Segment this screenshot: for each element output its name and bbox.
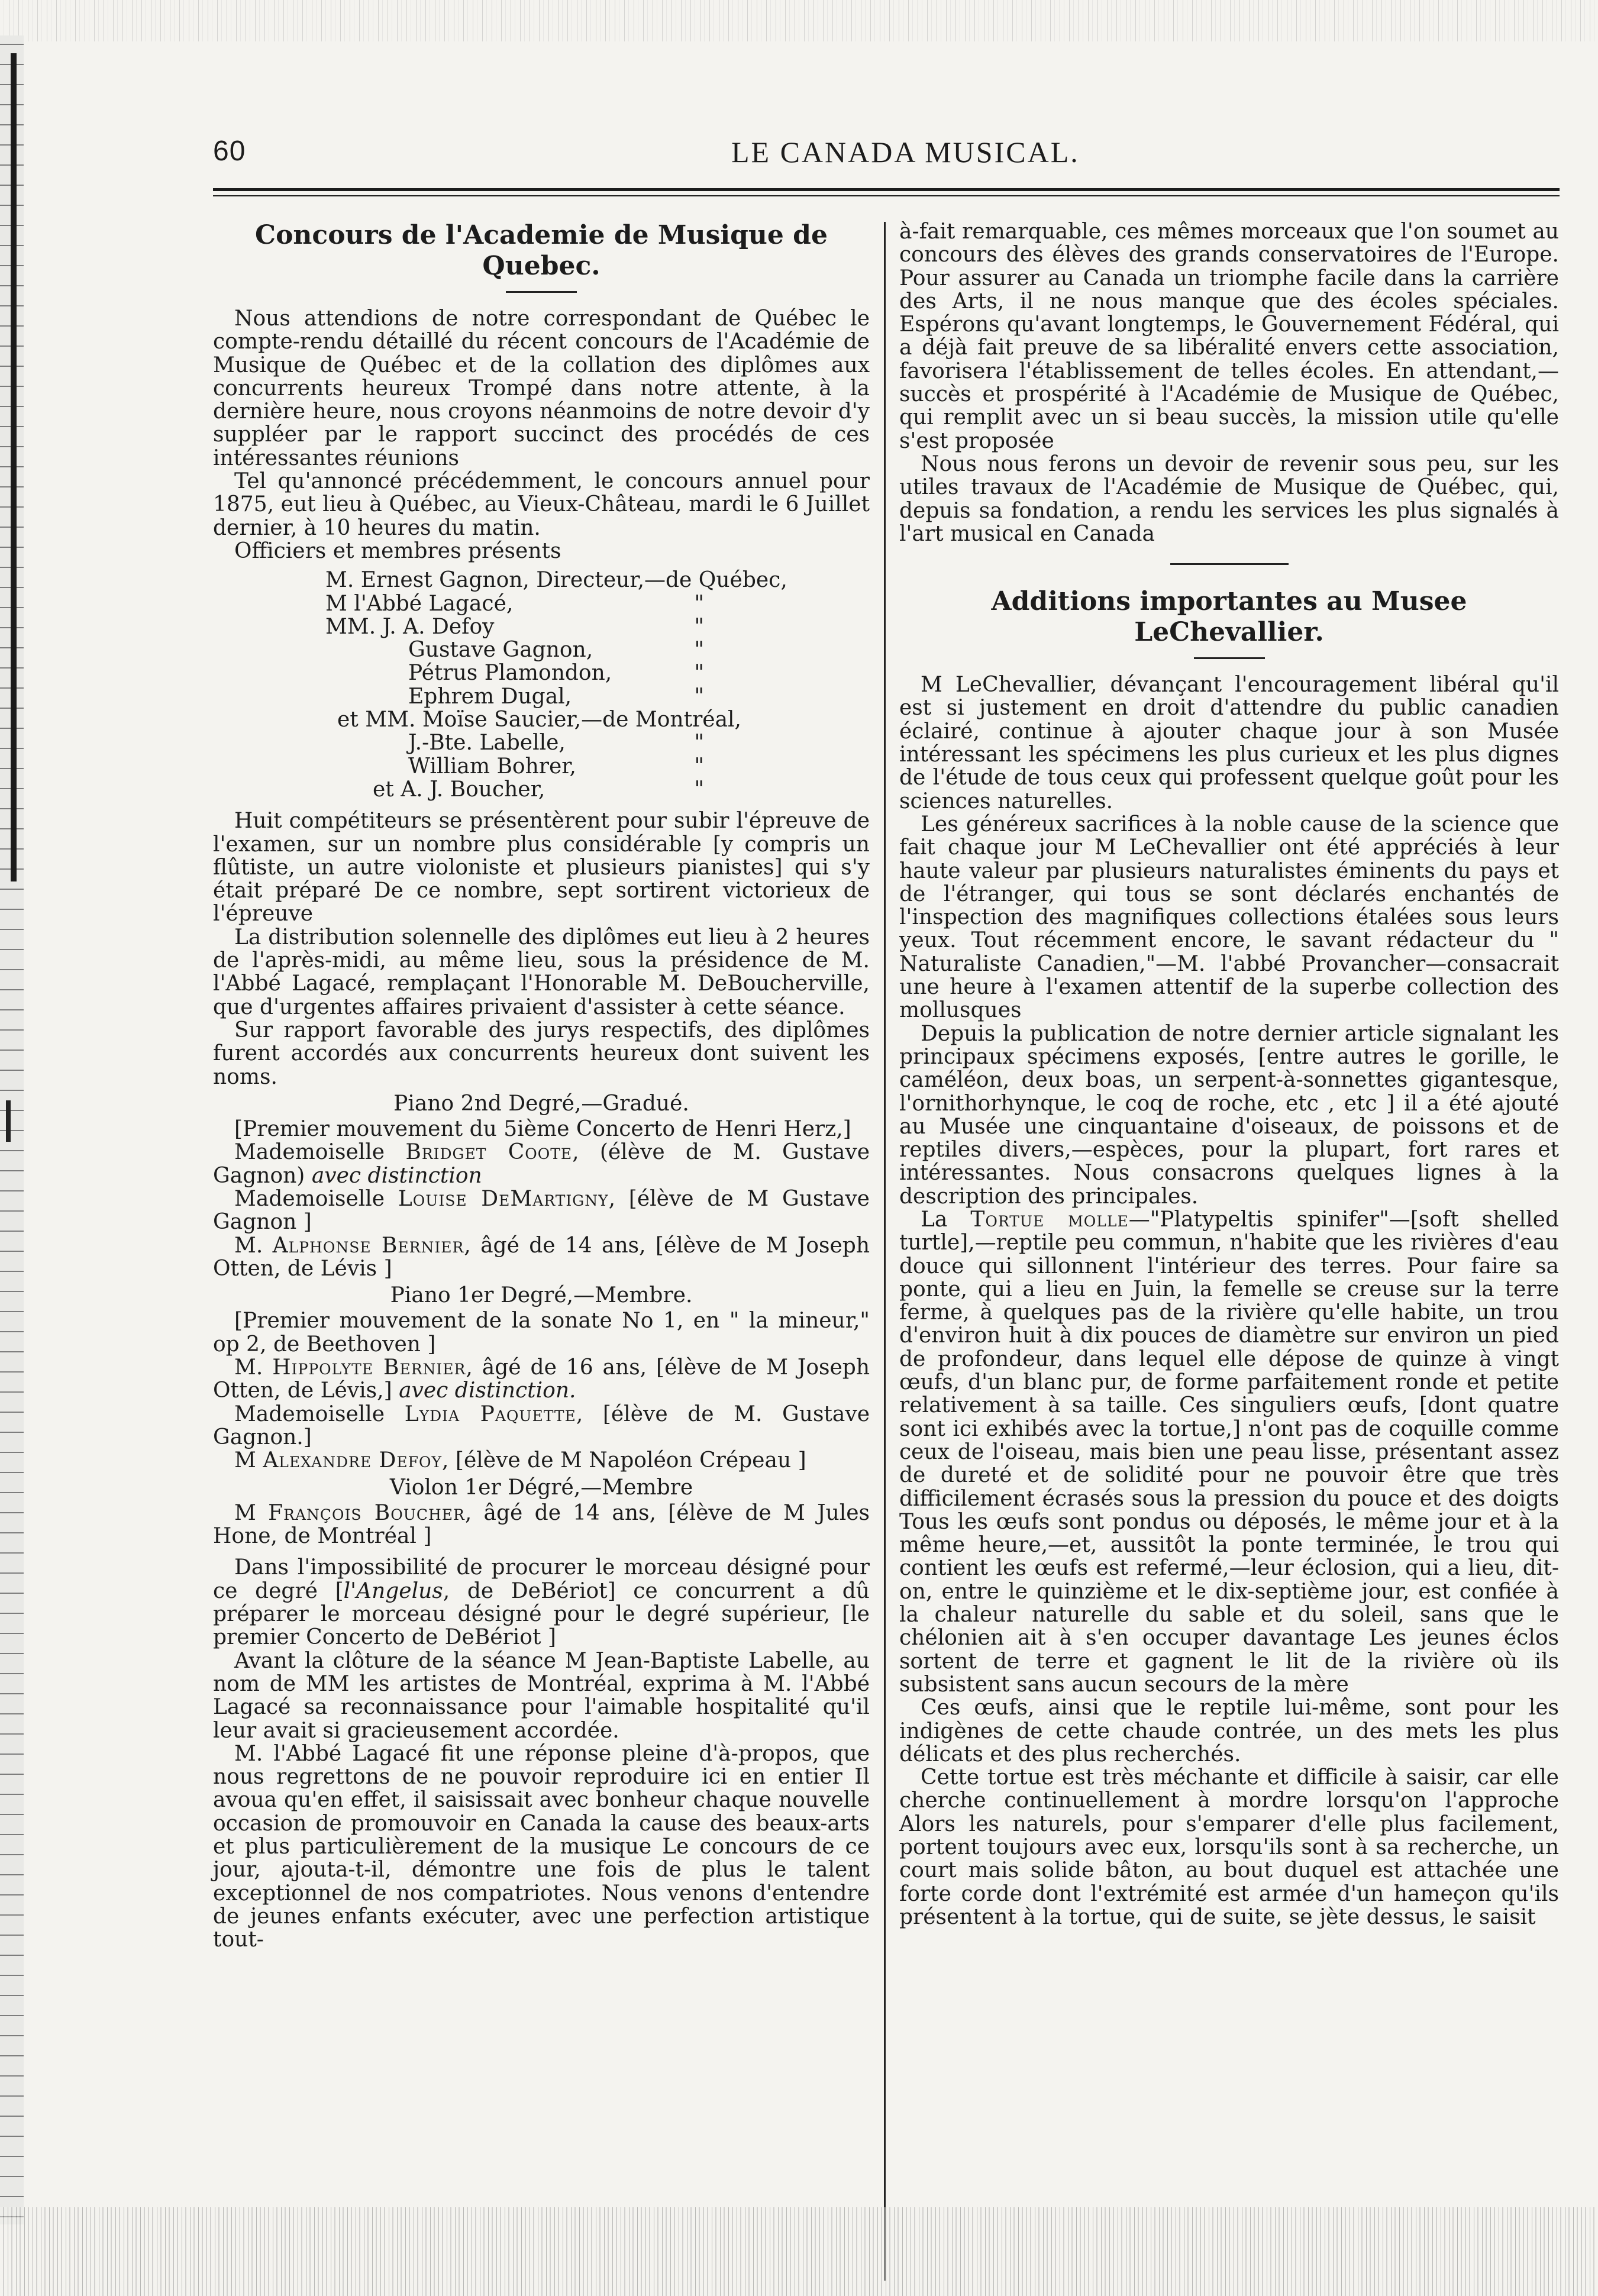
roster-name: Pétrus Plamondon,	[408, 661, 612, 686]
roster-line	[213, 778, 704, 801]
paragraph: Les généreux sacrifices à la noble cause de la science que fait chaque jour M LeChevallier ont été appréciés à leur haute valeur par plusieurs naturalistes éminents du pays et de l'étranger, qui tous se sont déclarés enchantés de l'inspection des magnifiques collections étalées sous leurs yeux. Tout récemment encore, le savant rédacteur du " Naturaliste Canadien,"—M. l'abbé Provancher—consacrait une heure à l'examen attentif de la superbe collection des mollusques	[899, 812, 1559, 1023]
roster-name: William Bohrer,	[408, 754, 576, 779]
roster-line	[213, 685, 704, 708]
species-name: Tortue molle	[970, 1207, 1129, 1232]
recipient-name: François Boucher	[268, 1500, 465, 1525]
roster-line	[213, 592, 704, 615]
roster-line	[213, 731, 704, 754]
recipient-name: Alexandre Defoy	[263, 1448, 443, 1473]
roster-name: J.-Bte. Labelle,	[408, 731, 566, 755]
piece-title: l'Angelus	[343, 1578, 443, 1603]
roster-line	[213, 661, 704, 684]
paragraph: Avant la clôture de la séance M Jean-Baptiste Labelle, au nom de MM les artistes de Montréal, exprima à M. l'Abbé Lagacé sa reconnaissance pour l'aimable hospitalité qu'il leur avait si gracieusement accordée.	[213, 1648, 870, 1743]
paragraph: La distribution solennelle des diplômes eut lieu à 2 heures de l'après-midi, au même lieu, sous la présidence de M. l'Abbé Lagacé, remplaçant l'Honorable M. DeBoucherville, que d'urgentes affaires privaient d'assister à cette séance.	[213, 925, 870, 1019]
award-recipient: Mademoiselle Lydia Paquette, [élève de M. Gustave Gagnon.]	[213, 1402, 870, 1449]
paragraph: M LeChevallier, dévançant l'encouragement libéral qu'il est si justement en droit d'attendre du public canadien éclairé, continue à ajouter chaque jour à son Musée intéressant les spécimens les plus curieux et les plus dignes de l'étude de tous ceux qui professent quelque goût pour les sciences naturelles.	[899, 673, 1559, 813]
paragraph: Tel qu'annoncé précédemment, le concours annuel pour 1875, eut lieu à Québec, au Vieux-Château, mardi le 6 Juillet dernier, à 10 heures du matin.	[213, 469, 870, 540]
paragraph: M. l'Abbé Lagacé fit une réponse pleine d'à-propos, que nous regrettons de ne pouvoir reproduire ici en entier Il avoua qu'en effet, il saisissait avec bonheur chaque nouvelle occasion de promouvoir en Canada la cause des beaux-arts et plus particulièrement de la musique Le concours de ce jour, ajouta-t-il, démontre une fois de plus le talent exceptionnel de nos compatriotes. Nous venons d'entendre de jeunes enfants exécuter, avec une perfection artistique tout-	[213, 1741, 870, 1952]
roster-name: MM. J. A. Defoy	[325, 614, 495, 639]
article-separator	[1170, 563, 1289, 565]
paragraph: Depuis la publication de notre dernier article signalant les principaux spécimens exposés, [entre autres le gorille, le caméléon, deux boas, un serpent-à-sonnettes gigantesque, l'ornithorhynque, le coq de roche, etc , etc ] il a été ajouté au Musée une cinquantaine d'oiseaux, de poissons et de reptiles divers,—espèces, pour la plupart, fort rares et intéressantes. Nous consacrons quelques lignes à la description des principales.	[899, 1021, 1559, 1209]
roster-line	[213, 568, 787, 593]
paragraph: La Tortue molle—"Platypeltis spinifer"—[soft shelled turtle],—reptile peu commun, n'habite que les rivières d'eau douce qui sillonnent l'intérieur des terres. Pour faire sa ponte, qui a lieu en Juin, la femelle se creuse sur la terre ferme, à quelques pas de la rivière qu'elle habite, un trou d'environ huit à dix pouces de diamètre sur environ un pied de profondeur, dans lequel elle dépose de quinze à vingt œufs, d'un blanc pur, de forme parfaitement ronde et petite relativement à sa taille. Ces singuliers œufs, [dont quatre sont ici exhibés avec la tortue,] n'ont pas de coquille comme ceux de l'oiseau, mais bien une peau lisse, présentant assez de dureté et de solidité pour ne pouvoir être que très difficilement écrasés sous la pression du pouce et des doigts Tous les œufs sont pondus ou déposés, le même jour et à la même heure,—et, aussitôt la ponte terminée, le trou qui contient les œufs est refermé,—leur éclosion, qui a lieu, dit-on, entre le quinzième et le dix-septième jour, est confiée à la chaleur naturelle du sable et du soleil, sans que le chélonien ait à s'en occuper davantage Les jeunes éclos sortent de terre et gagnent le lit de la rivière où ils subsistent sans aucun secours de la mère	[899, 1207, 1560, 1697]
paragraph: Ces œufs, ainsi que le reptile lui-même, sont pour les indigènes de cette chaude contrée, un des mets les plus délicats et des plus recherchés.	[899, 1696, 1559, 1767]
paragraph: Huit compétiteurs se présentèrent pour subir l'épreuve de l'examen, sur un nombre plus considérable [y compris un flûtiste, un autre violoniste et plusieurs pianistes] qui s'y était préparé De ce nombre, sept sortirent victorieux de l'épreuve	[213, 809, 870, 926]
award-category: Violon 1er Dégré,—Membre	[389, 1475, 693, 1500]
roster-ditto: "	[694, 754, 704, 779]
roster-ditto: "	[694, 591, 704, 616]
roster-ditto: "	[694, 661, 704, 686]
recipient-name: Louise DeMartigny	[398, 1186, 609, 1211]
paragraph-continued: à-fait remarquable, ces mêmes morceaux que l'on soumet au concours des élèves des grands conservatoires de l'Europe. Pour assurer au Canada un triomphe facile dans la carrière des Arts, il ne nous manque que des écoles spéciales. Espérons qu'avant longtemps, le Gouvernement Fédéral, qui a déjà fait preuve de sa libéralité envers cette association, favorisera l'établissement de telles écoles. En attendant,—succès et prospérité à l'Académie de Musique de Québec, qui remplit avec un si beau succès, la mission utile qu'elle s'est proposée	[899, 219, 1559, 453]
award-recipient: M. Hippolyte Bernier, âgé de 16 ans, [élève de M Joseph Otten, de Lévis,] avec distinction.	[213, 1355, 870, 1403]
scan-noise-top	[0, 0, 1598, 41]
header-rule-thin	[213, 195, 1560, 196]
heading-rule	[1194, 657, 1265, 659]
roster-line	[213, 708, 741, 732]
award-category: Piano 2nd Degré,—Gradué.	[393, 1091, 689, 1116]
paragraph: Nous nous ferons un devoir de revenir sous peu, sur les utiles travaux de l'Académie de Musique de Québec, qui, depuis sa fondation, a rendu les services les plus signalés à l'art musical en Canada	[899, 451, 1559, 546]
paragraph: Sur rapport favorable des jurys respectifs, des diplômes furent accordés aux concurrents heureux dont suivent les noms.	[213, 1018, 870, 1089]
roster-ditto: "	[694, 638, 704, 663]
paragraph: Nous attendions de notre correspondant de Québec le compte-rendu détaillé du récent concours de l'Académie de Musique de Québec et de la collation des diplômes aux concurrents heureux Trompé dans notre attente, à la dernière heure, nous croyons néanmoins de notre devoir d'y suppléer par le rapport succinct des procédés de ces intéressantes réunions	[213, 306, 870, 470]
article-heading-concours: Concours de l'Academie de Musique de Quebec.	[255, 220, 828, 281]
recipient-name: Alphonse Bernier	[272, 1233, 464, 1258]
award-piece: [Premier mouvement de la sonate No 1, en " la mineur," op 2, de Beethoven ]	[213, 1309, 870, 1357]
officers-label: Officiers et membres présents	[234, 538, 561, 563]
paragraph: Cette tortue est très méchante et difficile à saisir, car elle cherche continuellement à mordre lorsqu'on l'approche Alors les naturels, pour s'emparer d'elle plus facilement, portent toujours avec eux, lorsqu'ils sont à sa recherche, un court mais solide bâton, au bout duquel est attachée une forte corde dont l'extrémité est armée d'un hameçon qu'ils présentent à la tortue, qui de suite, se jète dessus, le saisit	[899, 1765, 1559, 1929]
column-divider	[884, 222, 886, 2281]
roster-ditto: "	[694, 731, 704, 755]
paragraph: Dans l'impossibilité de procurer le morceau désigné pour ce degré [l'Angelus, de DeBériot] ce concurrent a dû préparer le morceau désigné pour le degré supérieur, [le premier Concerto de DeBériot ]	[213, 1555, 870, 1650]
officer-roster	[213, 568, 787, 802]
roster-name: M l'Abbé Lagacé,	[325, 591, 514, 616]
roster-line	[213, 638, 704, 661]
roster-ditto: "	[694, 684, 704, 709]
article-heading-musee: Additions importantes au Musee LeChevallier.	[991, 586, 1467, 648]
award-piece: [Premier mouvement du 5ième Concerto de Henri Herz,]	[234, 1117, 851, 1142]
scan-noise-bottom	[0, 2207, 1598, 2296]
roster-ditto: "	[694, 777, 704, 802]
recipient-name: Bridget Coote	[405, 1140, 573, 1165]
roster-ditto: "	[694, 614, 704, 639]
roster-name: Ephrem Dugal,	[408, 684, 572, 709]
distinction-note: avec distinction	[311, 1163, 482, 1188]
left-column	[213, 220, 870, 1951]
heading-rule	[506, 291, 577, 293]
page-number: 60	[213, 135, 246, 167]
award-recipient: Mademoiselle Louise DeMartigny, [élève de M Gustave Gagnon ]	[213, 1186, 870, 1235]
award-recipient: M François Boucher, âgé de 14 ans, [élève de M Jules Hone, de Montréal ]	[213, 1500, 870, 1549]
recipient-name: Lydia Paquette	[404, 1402, 576, 1426]
right-column	[899, 220, 1559, 1929]
roster-name: M. Ernest Gagnon, Directeur,—de Québec,	[325, 568, 787, 593]
award-recipient: M. Alphonse Bernier, âgé de 14 ans, [élève de M Joseph Otten, de Lévis ]	[213, 1233, 870, 1281]
award-recipient: Mademoiselle Bridget Coote, (élève de M. Gustave Gagnon) avec distinction	[213, 1140, 870, 1188]
roster-line	[213, 755, 704, 778]
roster-name: Gustave Gagnon,	[408, 638, 593, 663]
roster-name: et MM. Moïse Saucier,—de Montréal,	[337, 708, 741, 732]
award-category: Piano 1er Degré,—Membre.	[390, 1283, 693, 1308]
roster-name: et A. J. Boucher,	[373, 777, 545, 802]
header-rule-thick	[213, 188, 1560, 191]
distinction-note: avec distinction.	[399, 1378, 576, 1403]
binding-mark	[6, 1100, 11, 1142]
roster-line	[213, 615, 704, 638]
binding-bar	[11, 53, 17, 881]
running-title: LE CANADA MUSICAL.	[731, 135, 1080, 169]
award-recipient: M Alexandre Defoy, [élève de M Napoléon Crépeau ]	[234, 1448, 806, 1473]
recipient-name: Hippolyte Bernier	[272, 1355, 466, 1380]
